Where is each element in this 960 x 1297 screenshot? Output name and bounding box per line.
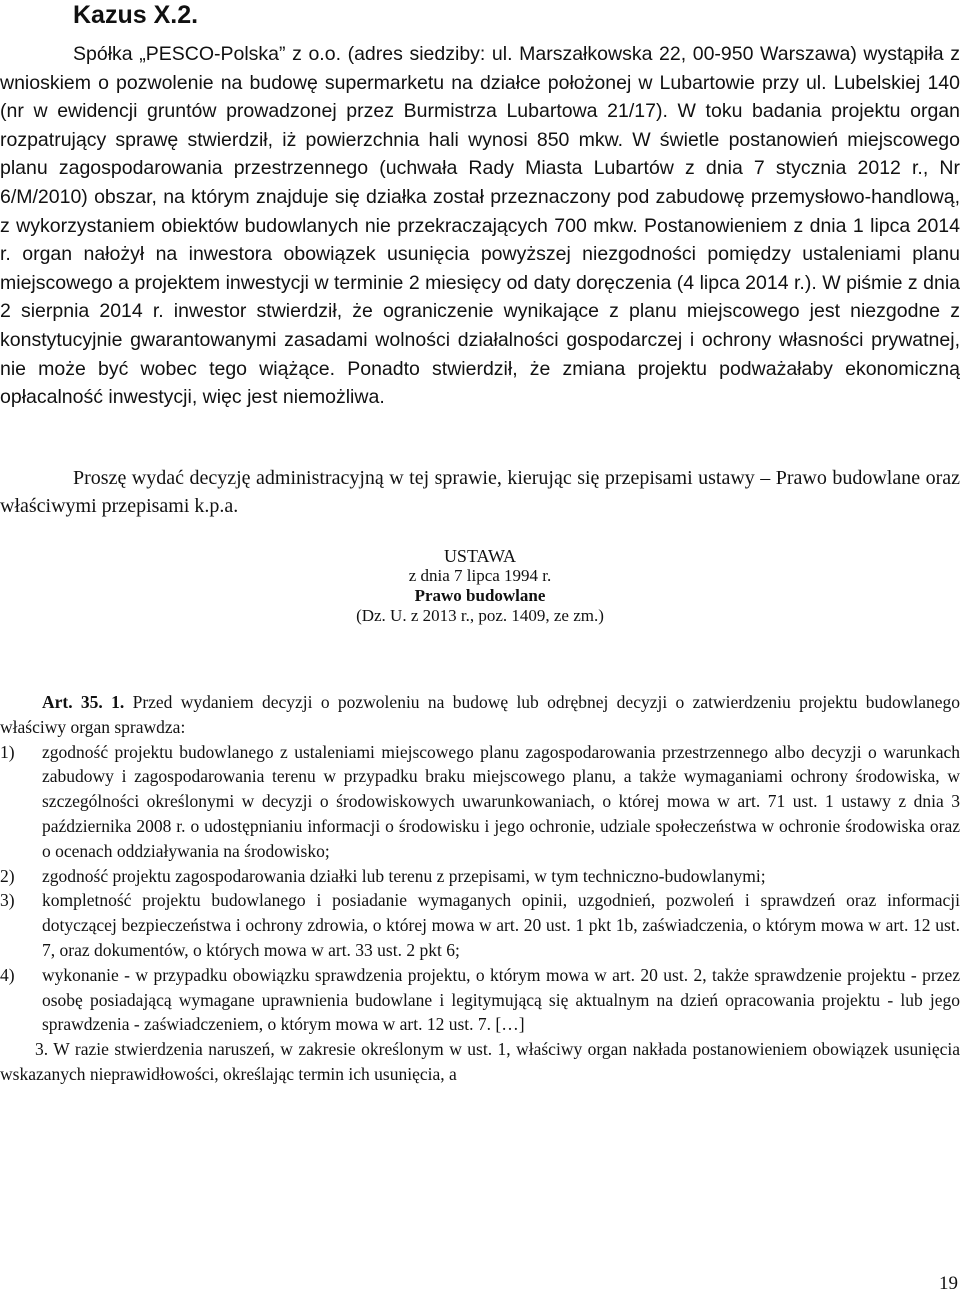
statute-type: USTAWA — [443, 546, 517, 566]
article-item-number: 1) — [0, 741, 15, 762]
article-items — [0, 740, 960, 1038]
article-section-3: 3. W razie stwierdzenia naruszeń, w zakresie określonym w ust. 1, właściwy organ nakłada postanowieniem obowiązek usunięcia wskazanych nieprawidłowości, określając termin ich usunięcia, a — [0, 1039, 960, 1084]
case-request: Proszę wydać decyzję administracyjną w tej sprawie, kierując się przepisami ustawy – Prawo budowlane oraz właściwymi przepisami k.p.a. — [0, 467, 960, 517]
article-item-text: wykonanie - w przypadku obowiązku sprawdzenia projektu, o którym mowa w art. 20 ust. 2, także sprawdzenie projektu - przez osobę posiadającą wymagane uprawnienia budowlane i legitymującą się aktualnym na dzień opracowania projektu - lub jego sprawdzenia - zaświadczeniem, o którym mowa w art. 12 ust. 7. […] — [42, 964, 960, 1035]
article-35 — [0, 690, 960, 1087]
statute-name: Prawo budowlane — [414, 586, 546, 605]
article-item-number: 4) — [0, 964, 15, 985]
article-item-text: kompletność projektu budowlanego i posiadanie wymaganych opinii, uzgodnień, pozwoleń i sprawdzeń oraz informacji dotyczącej bezpieczeństwa i ochrony zdrowia, o której mowa w art. 20 ust. 1 pkt 1b, zaświadczenia, o którym mowa w art. 12 ust. 7, oraz dokumentów, o których mowa w art. 33 ust. 2 pkt 6; — [42, 890, 960, 960]
statute-citation: (Dz. U. z 2013 r., poz. 1409, ze zm.) — [356, 606, 604, 625]
article-item — [0, 740, 960, 864]
statute-date: z dnia 7 lipca 1994 r. — [408, 566, 552, 585]
article-item-text: zgodność projektu budowlanego z ustaleniami miejscowego planu zagospodarowania przestrzennego albo decyzji o warunkach zabudowy i zagospodarowania terenu w przypadku braku miejscowego planu, a także wymaganiami ochrony środowiska, w szczególności określonymi w decyzji o środowiskowych uwarunkowaniach, o której mowa w art. 71 ust. 1 ustawy z dnia 3 października 2008 r. o udostępnianiu informacji o środowisku i jego ochronie, udziale społeczeństwa w ochronie środowiska oraz o ocenach oddziaływania na środowisko; — [42, 741, 960, 861]
article-item-number: 3) — [0, 890, 15, 911]
page-number: 19 — [939, 1273, 958, 1294]
case-title: Kazus X.2. — [73, 1, 199, 29]
article-item — [0, 963, 960, 1037]
article-intro — [0, 690, 960, 740]
article-item-number: 2) — [0, 865, 15, 886]
statute-header — [0, 546, 960, 626]
article-intro-text: Przed wydaniem decyzji o pozwoleniu na budowę lub odrębnej decyzji o zatwierdzeniu projektu budowlanego właściwy organ sprawdza: — [0, 692, 960, 737]
case-description — [0, 40, 960, 412]
article-item-text: zgodność projektu zagospodarowania działki lub terenu z przepisami, w tym techniczno-budowlanymi; — [42, 865, 766, 886]
case-paragraph: Spółka „PESCO-Polska” z o.o. (adres siedziby: ul. Marszałkowska 22, 00-950 Warszawa) wystąpiła z wnioskiem o pozwolenie na budowę supermarketu na działce położonej w Lubartowie przy ul. Lubelskiej 140 (nr w ewidencji gruntów prowadzonej przez Burmistrza Lubartowa 21/17). W toku badania projektu organ rozpatrujący sprawę stwierdził, iż powierzchnia hali wynosi 850 mkw. W świetle postanowień miejscowego planu zagospodarowania przestrzennego (uchwała Rady Miasta Lubartów z dnia 7 stycznia 2012 r., Nr 6/M/2010) obszar, na którym znajduje się działka został przeznaczony pod zabudowę przemysłowo-handlową, z wykorzystaniem obiektów budowlanych nie przekraczających 700 mkw. Postanowieniem z dnia 1 lipca 2014 r. organ nałożył na inwestora obowiązek usunięcia powyższej niezgodności pomiędzy ustaleniami planu miejscowego a projektem inwestycji w terminie 2 miesięcy od daty doręczenia (4 lipca 2014 r.). W piśmie z dnia 2 sierpnia 2014 r. inwestor stwierdził, że ograniczenie wynikające z planu miejscowego jest niezgodne z konstytucyjnie gwarantowanymi zasadami wolności działalności gospodarczej i ochrony własności prywatnej, nie może być wobec tego wiążące. Ponadto stwierdził, że zmiana projektu podważałaby ekonomiczną opłacalność inwestycji, więc jest niemożliwa. — [0, 43, 960, 409]
article-item — [0, 864, 960, 889]
article-item — [0, 888, 960, 962]
article-label: Art. 35. 1. — [42, 692, 125, 712]
